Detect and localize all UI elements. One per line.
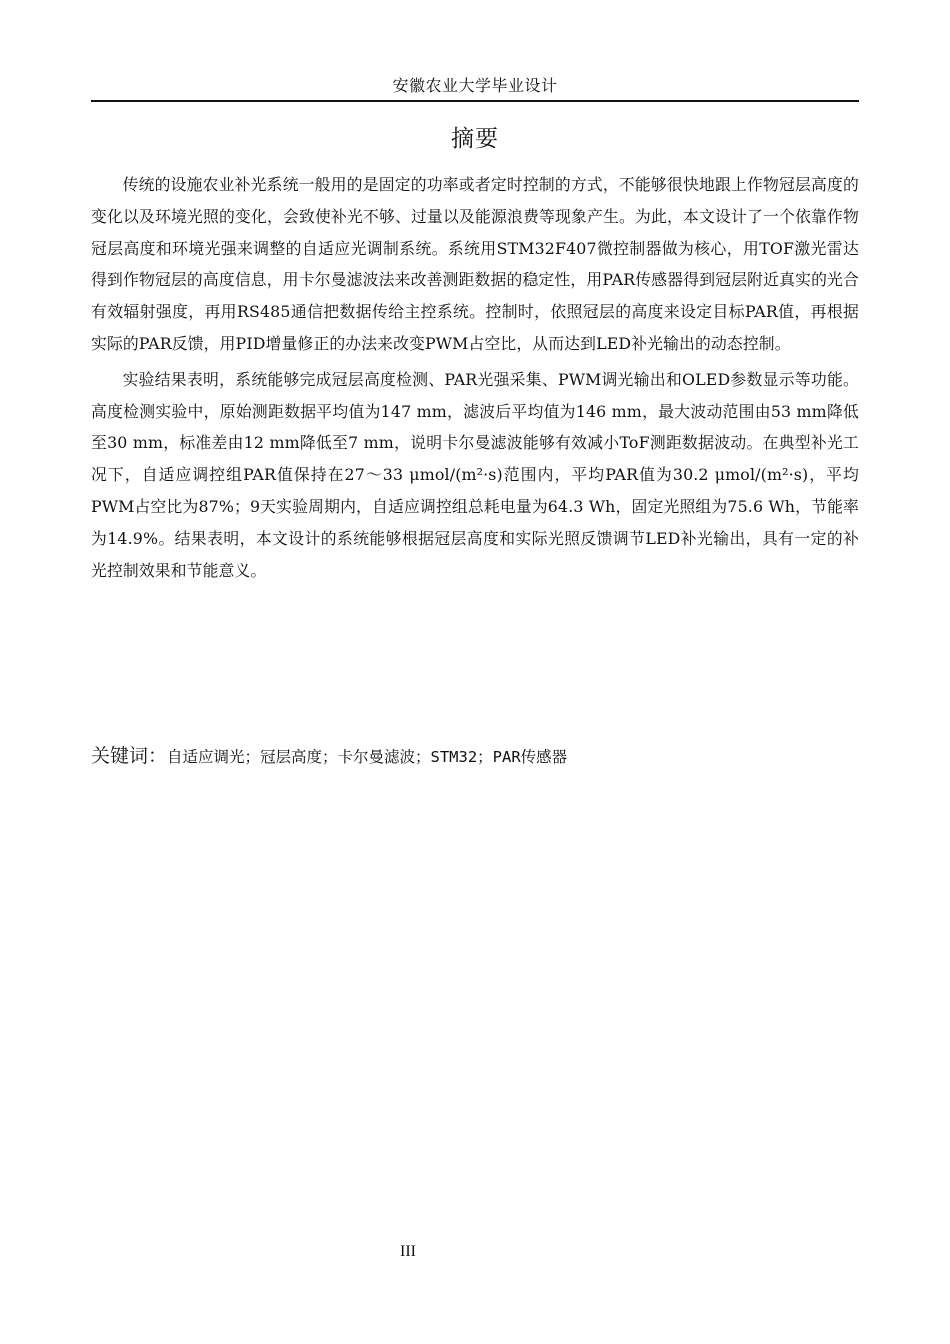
running-header: 安徽农业大学毕业设计 [392, 76, 558, 95]
keywords-text: 自适应调光；冠层高度；卡尔曼滤波；STM32；PAR传感器 [167, 748, 568, 766]
abstract-paragraph-2: 实验结果表明，系统能够完成冠层高度检测、PAR光强采集、PWM调光输出和OLED参数显示等功能。高度检测实验中，原始测距数据平均值为147 mm，滤波后平均值为146 mm，最大波动范围由53 mm降低至30 mm，标准差由12 mm降低至7 mm，说明卡尔曼滤波能够有效减小ToF测距数据波动。在典型补光工况下，自适应调控组PAR值保持在27～33 μmol/(m²·s)范围内，平均PAR值为30.2 μmol/(m²·s)，平均PWM占空比为87%；9天实验周期内，自适应调控组总耗电量为64.3 Wh，固定光照组为75.6 Wh，节能率为14.9%。结果表明，本文设计的系统能够根据冠层高度和实际光照反馈调节LED补光输出，具有一定的补光控制效果和节能意义。 [91, 369, 859, 580]
abstract-title: 摘要 [451, 126, 499, 152]
page-number: III [400, 1243, 416, 1260]
keywords-line [91, 741, 859, 772]
header-rule [91, 100, 859, 102]
abstract-body [91, 169, 859, 590]
abstract-paragraph-1: 传统的设施农业补光系统一般用的是固定的功率或者定时控制的方式，不能够很快地跟上作物冠层高度的变化以及环境光照的变化，会致使补光不够、过量以及能源浪费等现象产生。为此，本文设计了一个依靠作物冠层高度和环境光强来调整的自适应光调制系统。系统用STM32F407微控制器做为核心，用TOF激光雷达得到作物冠层的高度信息，用卡尔曼滤波法来改善测距数据的稳定性，用PAR传感器得到冠层附近真实的光合有效辐射强度，再用RS485通信把数据传给主控系统。控制时，依照冠层的高度来设定目标PAR值，再根据实际的PAR反馈，用PID增量修正的办法来改变PWM占空比，从而达到LED补光输出的动态控制。 [91, 175, 859, 353]
keywords-label: 关键词： [91, 745, 168, 767]
